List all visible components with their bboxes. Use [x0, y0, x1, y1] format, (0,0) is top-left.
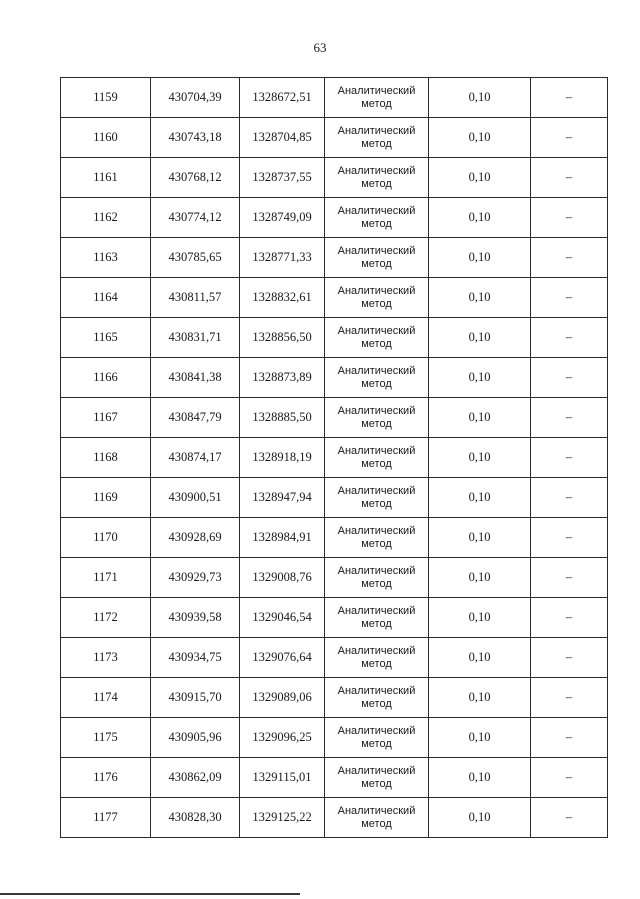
- point-number-cell: 1165: [61, 318, 151, 358]
- table-row: [61, 598, 608, 638]
- y-coordinate-cell: 1329008,76: [240, 558, 325, 598]
- note-cell: –: [531, 638, 608, 678]
- accuracy-cell: 0,10: [429, 358, 531, 398]
- method-text-line: Аналитический: [337, 404, 416, 417]
- x-coordinate-cell: 430862,09: [151, 758, 240, 798]
- table-row: [61, 358, 608, 398]
- note-cell: –: [531, 238, 608, 278]
- accuracy-cell: 0,10: [429, 118, 531, 158]
- note-cell: –: [531, 158, 608, 198]
- method-cell: [325, 478, 429, 518]
- point-number-cell: 1159: [61, 78, 151, 118]
- method-text-line: метод: [361, 697, 392, 710]
- method-cell: [325, 358, 429, 398]
- accuracy-cell: 0,10: [429, 798, 531, 838]
- accuracy-cell: 0,10: [429, 678, 531, 718]
- y-coordinate-cell: 1328947,94: [240, 478, 325, 518]
- x-coordinate-cell: 430939,58: [151, 598, 240, 638]
- method-text-line: Аналитический: [337, 484, 416, 497]
- accuracy-cell: 0,10: [429, 718, 531, 758]
- point-number-cell: 1176: [61, 758, 151, 798]
- point-number-cell: 1168: [61, 438, 151, 478]
- note-cell: –: [531, 398, 608, 438]
- accuracy-cell: 0,10: [429, 758, 531, 798]
- coordinates-table: [60, 77, 608, 838]
- table-row: [61, 478, 608, 518]
- method-text-line: метод: [361, 217, 392, 230]
- x-coordinate-cell: 430704,39: [151, 78, 240, 118]
- method-cell: [325, 758, 429, 798]
- table-row: [61, 518, 608, 558]
- method-text-line: метод: [361, 257, 392, 270]
- method-text-line: метод: [361, 457, 392, 470]
- x-coordinate-cell: 430785,65: [151, 238, 240, 278]
- accuracy-cell: 0,10: [429, 198, 531, 238]
- table-row: [61, 758, 608, 798]
- method-cell: [325, 638, 429, 678]
- point-number-cell: 1164: [61, 278, 151, 318]
- x-coordinate-cell: 430768,12: [151, 158, 240, 198]
- method-cell: [325, 238, 429, 278]
- x-coordinate-cell: 430915,70: [151, 678, 240, 718]
- method-text-line: метод: [361, 417, 392, 430]
- method-cell: [325, 558, 429, 598]
- method-text-line: Аналитический: [337, 684, 416, 697]
- y-coordinate-cell: 1328856,50: [240, 318, 325, 358]
- method-text-line: Аналитический: [337, 244, 416, 257]
- accuracy-cell: 0,10: [429, 598, 531, 638]
- method-text-line: метод: [361, 777, 392, 790]
- method-cell: [325, 678, 429, 718]
- x-coordinate-cell: 430811,57: [151, 278, 240, 318]
- table-body: [61, 78, 608, 838]
- table-row: [61, 238, 608, 278]
- method-cell: [325, 198, 429, 238]
- accuracy-cell: 0,10: [429, 278, 531, 318]
- table-row: [61, 438, 608, 478]
- accuracy-cell: 0,10: [429, 318, 531, 358]
- y-coordinate-cell: 1329076,64: [240, 638, 325, 678]
- method-text-line: метод: [361, 617, 392, 630]
- accuracy-cell: 0,10: [429, 158, 531, 198]
- method-text-line: Аналитический: [337, 444, 416, 457]
- method-text-line: метод: [361, 137, 392, 150]
- note-cell: –: [531, 718, 608, 758]
- x-coordinate-cell: 430774,12: [151, 198, 240, 238]
- method-text-line: Аналитический: [337, 204, 416, 217]
- y-coordinate-cell: 1329096,25: [240, 718, 325, 758]
- method-text-line: Аналитический: [337, 604, 416, 617]
- table-row: [61, 638, 608, 678]
- y-coordinate-cell: 1328832,61: [240, 278, 325, 318]
- note-cell: –: [531, 558, 608, 598]
- accuracy-cell: 0,10: [429, 478, 531, 518]
- x-coordinate-cell: 430928,69: [151, 518, 240, 558]
- y-coordinate-cell: 1329125,22: [240, 798, 325, 838]
- method-cell: [325, 118, 429, 158]
- point-number-cell: 1166: [61, 358, 151, 398]
- x-coordinate-cell: 430874,17: [151, 438, 240, 478]
- method-text-line: метод: [361, 297, 392, 310]
- method-text-line: Аналитический: [337, 764, 416, 777]
- note-cell: –: [531, 78, 608, 118]
- method-text-line: Аналитический: [337, 164, 416, 177]
- point-number-cell: 1175: [61, 718, 151, 758]
- note-cell: –: [531, 278, 608, 318]
- table-row: [61, 398, 608, 438]
- accuracy-cell: 0,10: [429, 558, 531, 598]
- y-coordinate-cell: 1328918,19: [240, 438, 325, 478]
- method-text-line: метод: [361, 737, 392, 750]
- accuracy-cell: 0,10: [429, 438, 531, 478]
- method-text-line: метод: [361, 337, 392, 350]
- method-text-line: метод: [361, 497, 392, 510]
- note-cell: –: [531, 118, 608, 158]
- point-number-cell: 1161: [61, 158, 151, 198]
- table-row: [61, 678, 608, 718]
- bottom-divider: [0, 893, 300, 895]
- method-cell: [325, 78, 429, 118]
- table-row: [61, 318, 608, 358]
- method-cell: [325, 318, 429, 358]
- note-cell: –: [531, 758, 608, 798]
- x-coordinate-cell: 430743,18: [151, 118, 240, 158]
- point-number-cell: 1177: [61, 798, 151, 838]
- method-text-line: метод: [361, 537, 392, 550]
- y-coordinate-cell: 1328737,55: [240, 158, 325, 198]
- accuracy-cell: 0,10: [429, 518, 531, 558]
- y-coordinate-cell: 1328672,51: [240, 78, 325, 118]
- y-coordinate-cell: 1329115,01: [240, 758, 325, 798]
- method-text-line: Аналитический: [337, 284, 416, 297]
- note-cell: –: [531, 198, 608, 238]
- note-cell: –: [531, 518, 608, 558]
- point-number-cell: 1171: [61, 558, 151, 598]
- table-row: [61, 198, 608, 238]
- y-coordinate-cell: 1328704,85: [240, 118, 325, 158]
- y-coordinate-cell: 1328885,50: [240, 398, 325, 438]
- point-number-cell: 1170: [61, 518, 151, 558]
- method-text-line: метод: [361, 657, 392, 670]
- accuracy-cell: 0,10: [429, 398, 531, 438]
- accuracy-cell: 0,10: [429, 238, 531, 278]
- table-row: [61, 158, 608, 198]
- method-cell: [325, 278, 429, 318]
- method-text-line: метод: [361, 817, 392, 830]
- table-row: [61, 558, 608, 598]
- accuracy-cell: 0,10: [429, 78, 531, 118]
- method-cell: [325, 598, 429, 638]
- point-number-cell: 1174: [61, 678, 151, 718]
- x-coordinate-cell: 430934,75: [151, 638, 240, 678]
- method-cell: [325, 798, 429, 838]
- table-row: [61, 798, 608, 838]
- method-text-line: Аналитический: [337, 84, 416, 97]
- point-number-cell: 1167: [61, 398, 151, 438]
- x-coordinate-cell: 430905,96: [151, 718, 240, 758]
- x-coordinate-cell: 430828,30: [151, 798, 240, 838]
- method-text-line: Аналитический: [337, 364, 416, 377]
- note-cell: –: [531, 598, 608, 638]
- y-coordinate-cell: 1328984,91: [240, 518, 325, 558]
- y-coordinate-cell: 1328771,33: [240, 238, 325, 278]
- table-row: [61, 718, 608, 758]
- point-number-cell: 1172: [61, 598, 151, 638]
- method-cell: [325, 718, 429, 758]
- accuracy-cell: 0,10: [429, 638, 531, 678]
- method-text-line: Аналитический: [337, 524, 416, 537]
- y-coordinate-cell: 1329089,06: [240, 678, 325, 718]
- point-number-cell: 1169: [61, 478, 151, 518]
- table-row: [61, 78, 608, 118]
- x-coordinate-cell: 430831,71: [151, 318, 240, 358]
- method-cell: [325, 158, 429, 198]
- point-number-cell: 1173: [61, 638, 151, 678]
- x-coordinate-cell: 430841,38: [151, 358, 240, 398]
- method-text-line: метод: [361, 177, 392, 190]
- table-row: [61, 278, 608, 318]
- y-coordinate-cell: 1328749,09: [240, 198, 325, 238]
- y-coordinate-cell: 1329046,54: [240, 598, 325, 638]
- method-text-line: Аналитический: [337, 804, 416, 817]
- method-text-line: Аналитический: [337, 564, 416, 577]
- method-cell: [325, 518, 429, 558]
- method-cell: [325, 438, 429, 478]
- method-text-line: Аналитический: [337, 644, 416, 657]
- method-text-line: метод: [361, 97, 392, 110]
- point-number-cell: 1162: [61, 198, 151, 238]
- method-text-line: метод: [361, 577, 392, 590]
- note-cell: –: [531, 358, 608, 398]
- method-text-line: Аналитический: [337, 324, 416, 337]
- method-text-line: метод: [361, 377, 392, 390]
- x-coordinate-cell: 430929,73: [151, 558, 240, 598]
- note-cell: –: [531, 798, 608, 838]
- method-cell: [325, 398, 429, 438]
- note-cell: –: [531, 318, 608, 358]
- note-cell: –: [531, 678, 608, 718]
- note-cell: –: [531, 478, 608, 518]
- point-number-cell: 1160: [61, 118, 151, 158]
- point-number-cell: 1163: [61, 238, 151, 278]
- x-coordinate-cell: 430900,51: [151, 478, 240, 518]
- method-text-line: Аналитический: [337, 124, 416, 137]
- page-number: 63: [313, 40, 327, 55]
- y-coordinate-cell: 1328873,89: [240, 358, 325, 398]
- method-text-line: Аналитический: [337, 724, 416, 737]
- x-coordinate-cell: 430847,79: [151, 398, 240, 438]
- note-cell: –: [531, 438, 608, 478]
- table-row: [61, 118, 608, 158]
